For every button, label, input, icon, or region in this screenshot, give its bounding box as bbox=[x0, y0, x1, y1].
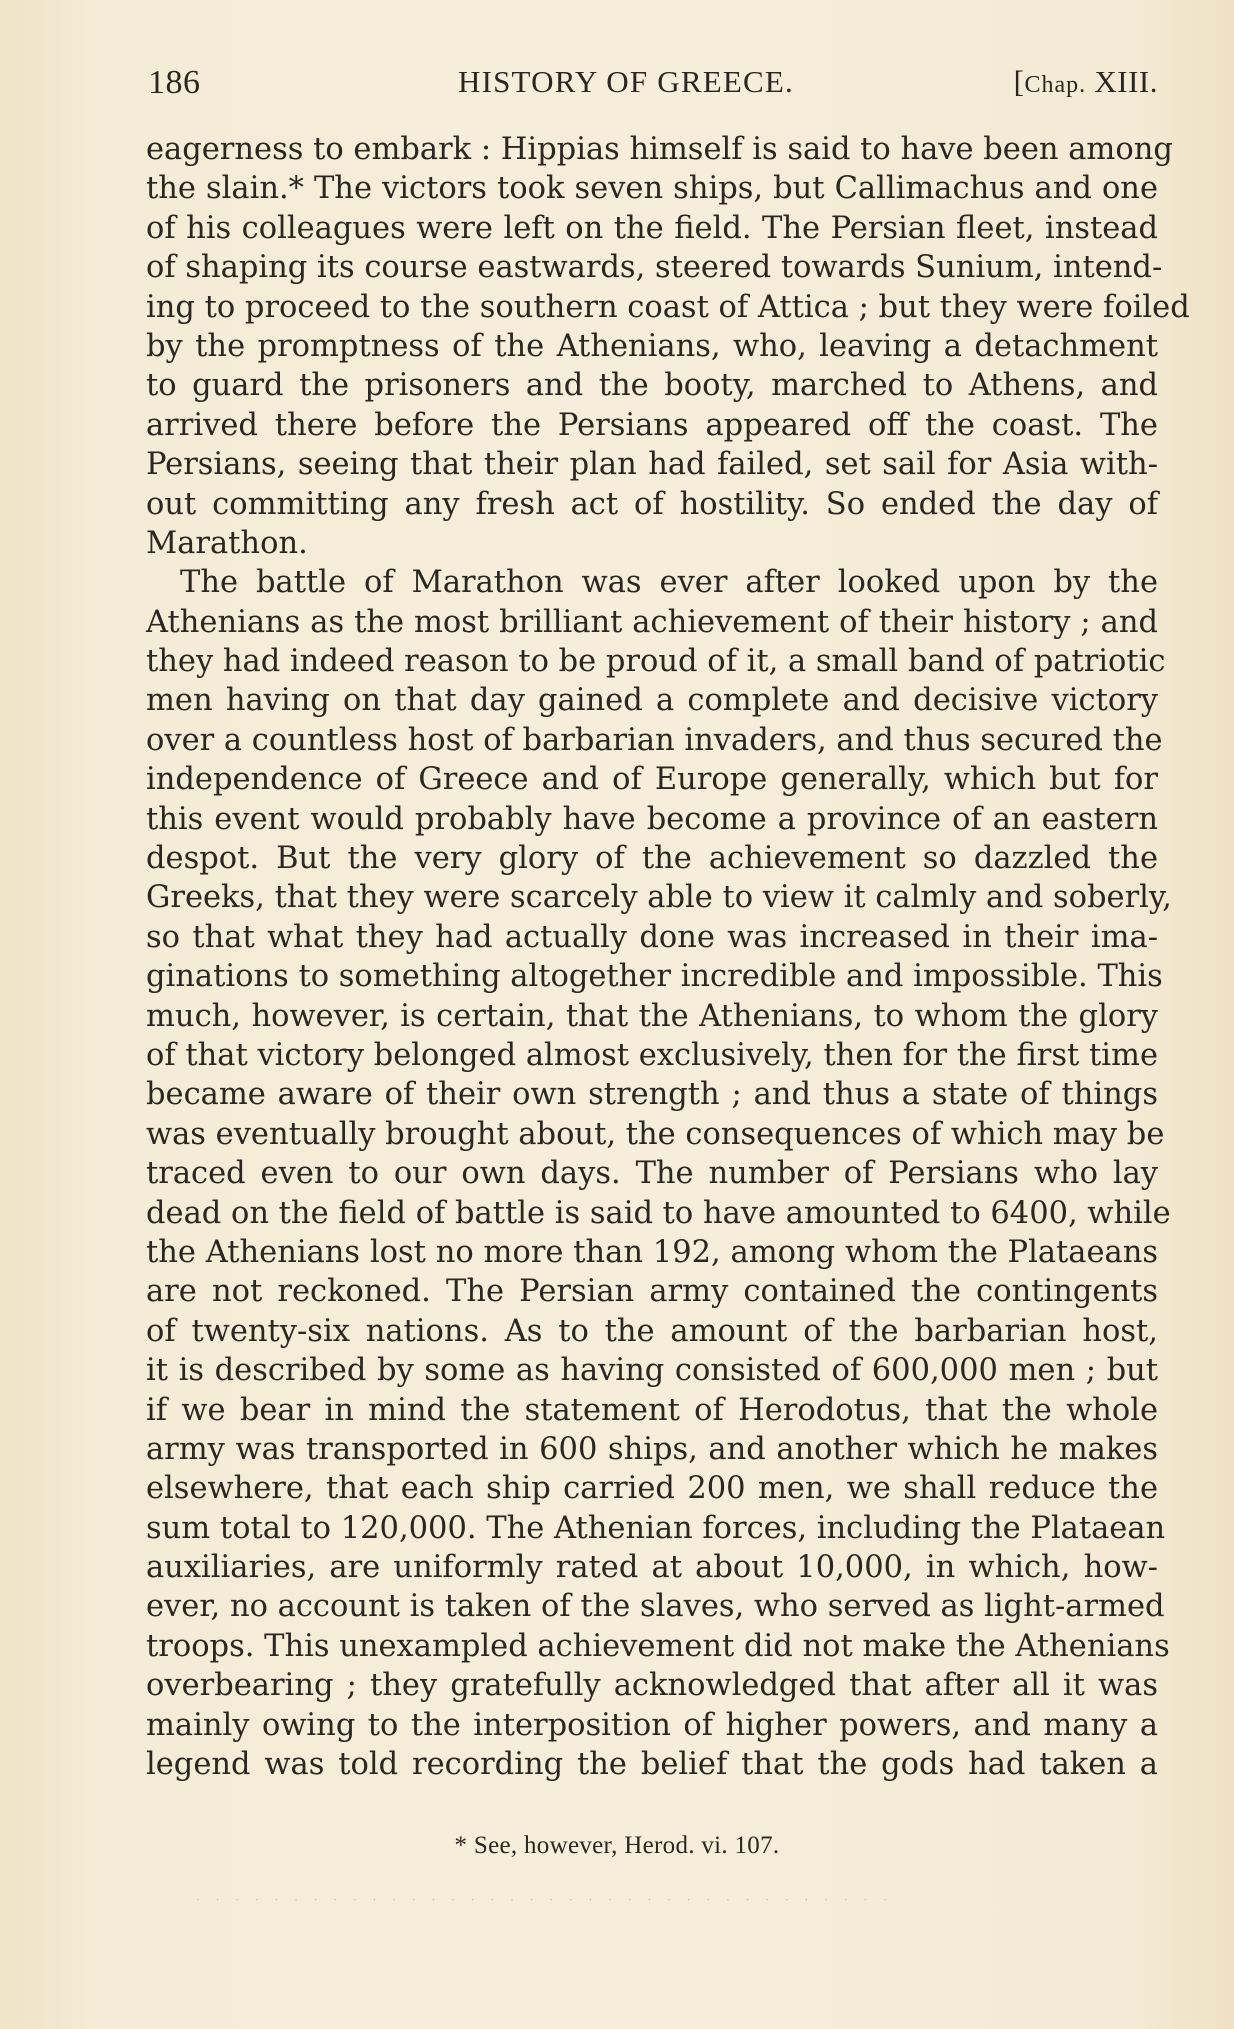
text-line: the Athenians lost no more than 192, among whom the Plataeans bbox=[146, 1234, 1158, 1270]
text-line: despot. But the very glory of the achievement so dazzled the bbox=[146, 841, 1158, 877]
text-line: of that victory belonged almost exclusively, then for the first time bbox=[146, 1037, 1158, 1073]
text-line: Persians, seeing that their plan had failed, set sail for Asia with- bbox=[146, 447, 1158, 483]
footnote: * See, however, Herod. vi. 107. bbox=[454, 1832, 780, 1859]
text-line: if we bear in mind the statement of Herodotus, that the whole bbox=[146, 1392, 1158, 1428]
chapter-word: Chap. bbox=[1024, 72, 1087, 98]
text-line: mainly owing to the interposition of higher powers, and many a bbox=[146, 1707, 1158, 1743]
page-number: 186 bbox=[148, 64, 201, 101]
text-line: eagerness to embark : Hippias himself is said to have been among bbox=[146, 132, 1173, 167]
text-line: legend was told recording the belief that the gods had taken a bbox=[146, 1747, 1158, 1783]
text-line: army was transported in 600 ships, and another which he makes bbox=[146, 1431, 1158, 1467]
text-line: Greeks, that they were scarcely able to view it calmly and soberly, bbox=[146, 880, 1172, 916]
text-line: they had indeed reason to be proud of it, a small band of patriotic bbox=[146, 644, 1166, 680]
text-line: men having on that day gained a complete and decisive victory bbox=[146, 683, 1158, 719]
text-line: are not reckoned. The Persian army contained the contingents bbox=[146, 1274, 1158, 1310]
text-line: ginations to something altogether incredible and impossible. This bbox=[146, 959, 1163, 995]
text-line: of twenty-six nations. As to the amount of the barbarian host, bbox=[146, 1313, 1158, 1349]
text-line: The battle of Marathon was ever after looked upon by the bbox=[180, 565, 1158, 601]
text-line: over a countless host of barbarian invaders, and thus secured the bbox=[146, 722, 1163, 758]
text-line: of shaping its course eastwards, steered towards Sunium, intend- bbox=[146, 250, 1163, 286]
text-line: traced even to our own days. The number of Persians who lay bbox=[146, 1156, 1158, 1192]
text-line: sum total to 120,000. The Athenian forces, including the Plataean bbox=[146, 1510, 1166, 1546]
text-line: so that what they had actually done was increased in their ima- bbox=[146, 919, 1158, 955]
chapter-label bbox=[1014, 64, 1158, 100]
text-line: Marathon. bbox=[146, 525, 308, 561]
running-header bbox=[148, 56, 1158, 108]
text-line: by the promptness of the Athenians, who, leaving a detachment bbox=[146, 328, 1158, 364]
text-line: out committing any fresh act of hostility. So ended the day of bbox=[146, 486, 1158, 522]
text-line: the slain.* The victors took seven ships, but Callimachus and one bbox=[146, 171, 1158, 207]
text-line: became aware of their own strength ; and thus a state of things bbox=[146, 1077, 1158, 1113]
print-specks: · · · · · · · · · · · · · · · · · · · · · · · · · · · · · · · · · · · · bbox=[196, 1893, 893, 1907]
text-line: dead on the field of battle is said to have amounted to 6400, while bbox=[146, 1195, 1171, 1231]
text-line: to guard the prisoners and the booty, marched to Athens, and bbox=[146, 368, 1158, 404]
text-line: arrived there before the Persians appeared off the coast. The bbox=[146, 407, 1158, 443]
chapter-bracket: [ bbox=[1013, 64, 1025, 99]
body-text bbox=[146, 130, 1190, 1784]
text-line: overbearing ; they gratefully acknowledged that after all it was bbox=[146, 1668, 1158, 1704]
text-line: of his colleagues were left on the field. The Persian fleet, instead bbox=[146, 210, 1158, 246]
chapter-number: XIII. bbox=[1094, 64, 1158, 99]
text-line: Athenians as the most brilliant achievement of their history ; and bbox=[146, 604, 1158, 640]
text-line: independence of Greece and of Europe generally, which but for bbox=[146, 762, 1158, 798]
text-line: was eventually brought about, the consequences of which may be bbox=[146, 1116, 1165, 1152]
text-line: troops. This unexampled achievement did not make the Athenians bbox=[146, 1628, 1170, 1664]
text-line: ing to proceed to the southern coast of Attica ; but they were foiled bbox=[146, 289, 1190, 325]
text-line: ever, no account is taken of the slaves, who served as light-armed bbox=[146, 1589, 1165, 1625]
text-line: much, however, is certain, that the Athenians, to whom the glory bbox=[146, 998, 1158, 1034]
text-line: it is described by some as having consisted of 600,000 men ; but bbox=[146, 1353, 1158, 1389]
text-line: this event would probably have become a province of an eastern bbox=[146, 801, 1158, 837]
running-title: HISTORY OF GREECE. bbox=[458, 64, 794, 99]
text-line: auxiliaries, are uniformly rated at about 10,000, in which, how- bbox=[146, 1550, 1158, 1586]
text-line: elsewhere, that each ship carried 200 men, we shall reduce the bbox=[146, 1471, 1158, 1507]
